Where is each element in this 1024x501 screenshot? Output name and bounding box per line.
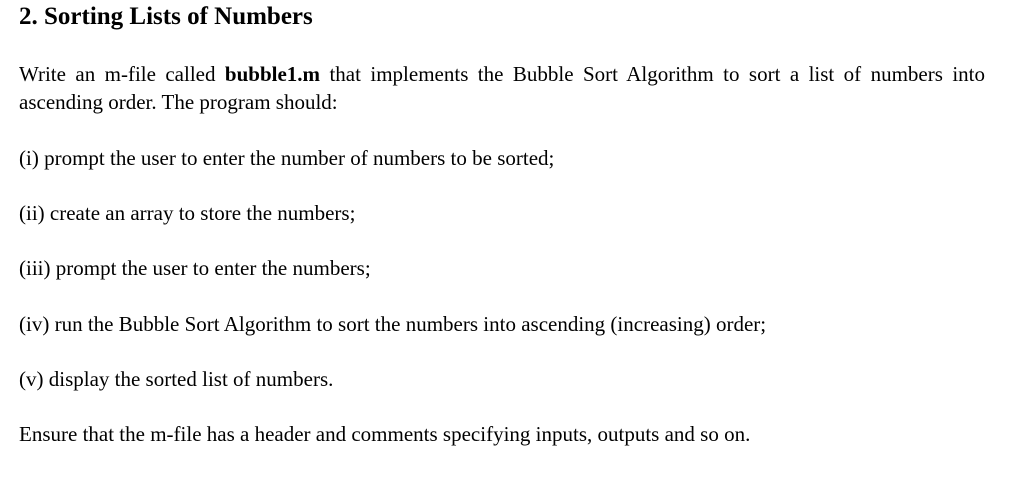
list-item: (iii) prompt the user to enter the numbers; (19, 256, 371, 280)
filename-text: bubble1.m (224, 62, 321, 86)
section-heading: 2. Sorting Lists of Numbers (19, 3, 313, 30)
list-item: (v) display the sorted list of numbers. (19, 367, 334, 391)
intro-paragraph (19, 60, 985, 116)
intro-text-before: Write an m-file called (19, 62, 225, 86)
closing-paragraph: Ensure that the m-file has a header and comments specifying inputs, outputs and so on. (19, 422, 751, 446)
list-item: (ii) create an array to store the numbers; (19, 201, 356, 225)
intro-text-after: that implements the Bubble Sort Algorithm to sort a list of numbers into ascending order. The program should: (19, 62, 985, 114)
list-item: (iv) run the Bubble Sort Algorithm to sort the numbers into ascending (increasing) order; (19, 312, 767, 336)
list-item: (i) prompt the user to enter the number of numbers to be sorted; (19, 146, 555, 170)
